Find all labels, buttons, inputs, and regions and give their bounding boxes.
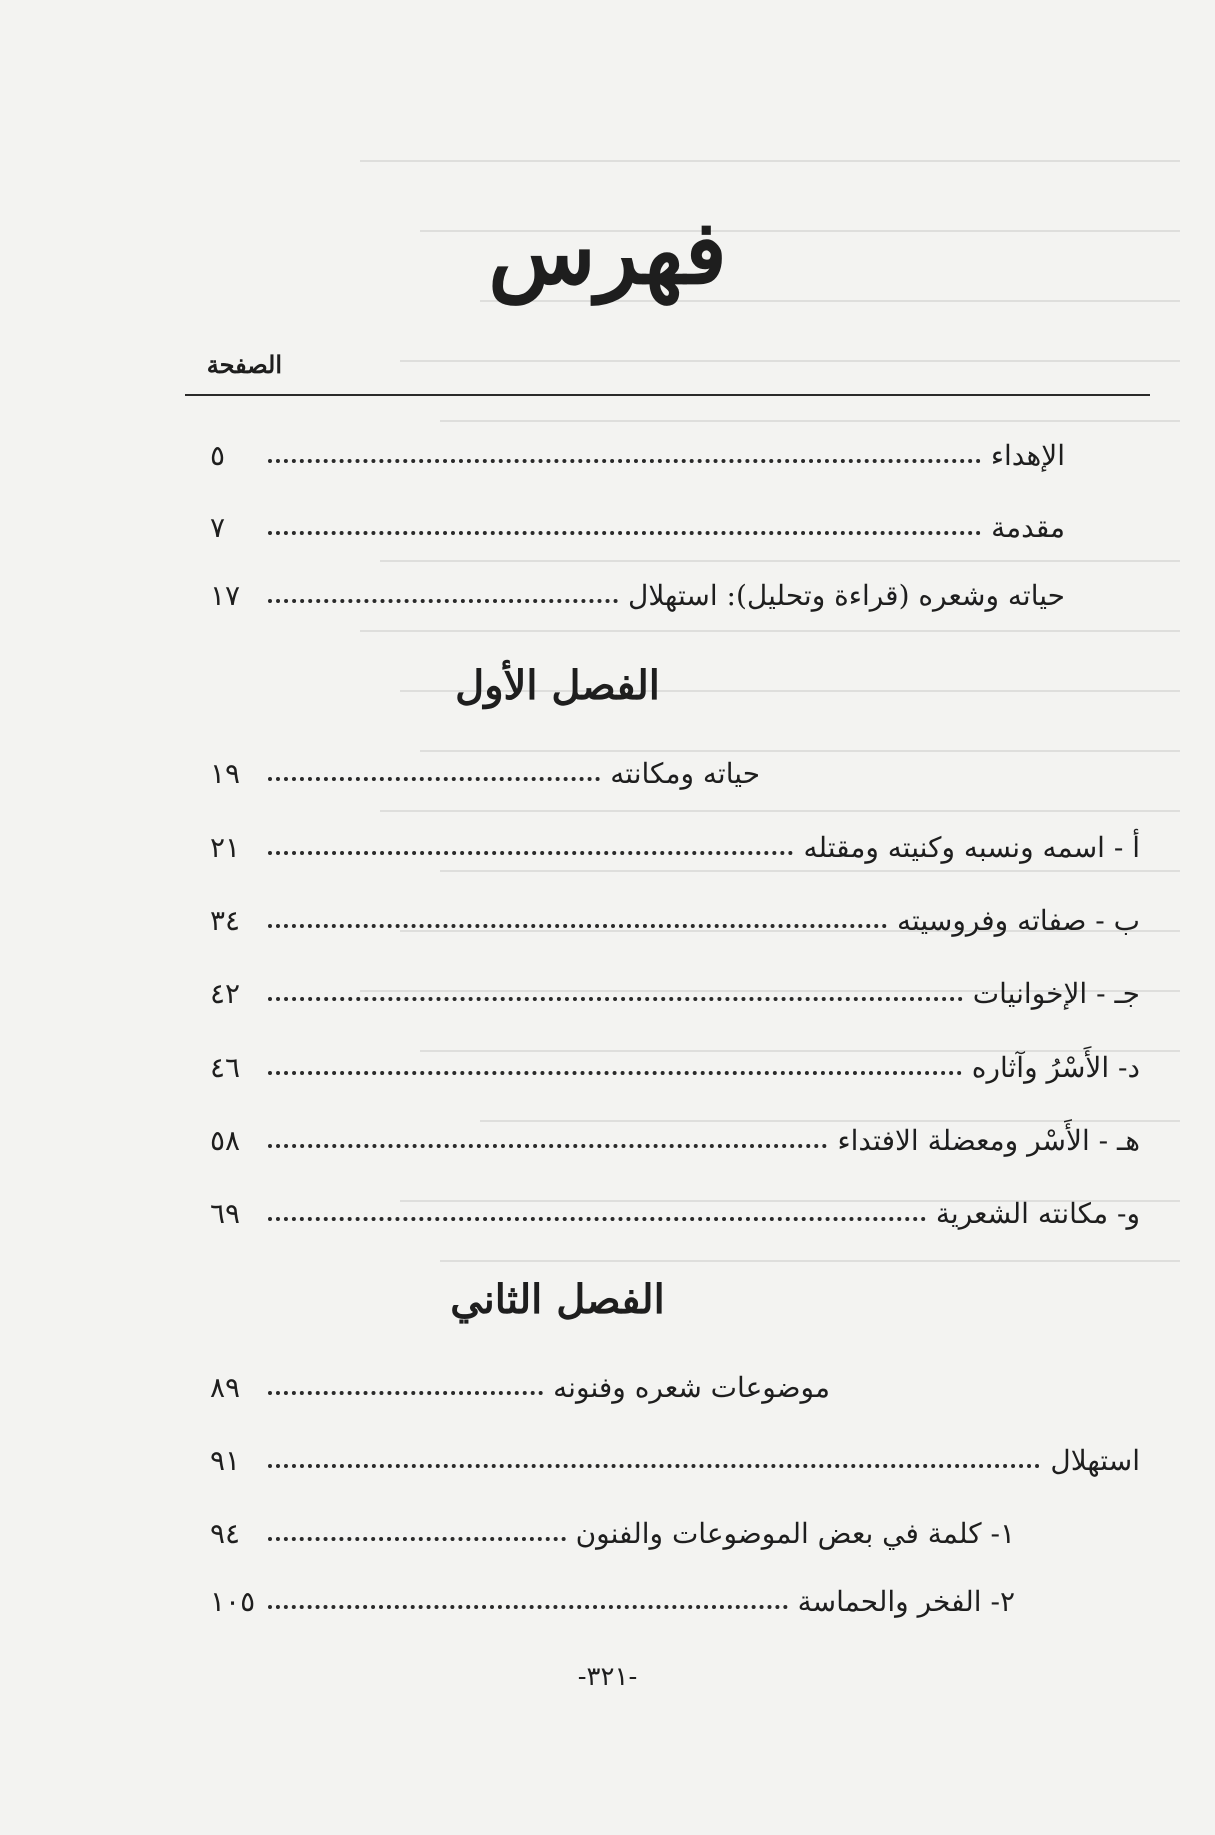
dot-leader [268,599,618,603]
dot-leader [268,997,963,1001]
page-number: -٣٢١- [577,1662,638,1692]
dot-leader [268,777,600,781]
entry-page: ٢١ [210,831,241,864]
entry-title: جـ - الإخوانيات [972,977,1140,1010]
toc-entry-1f[interactable] [210,1186,1140,1230]
entry-title: مقدمة [991,511,1065,544]
entry-page: ٥ [210,439,226,472]
entry-page: ٩٤ [210,1517,241,1550]
toc-entry-1b[interactable] [210,893,1140,937]
dot-leader [268,1605,788,1609]
toc-entry-life-and-poetry[interactable] [210,568,1065,612]
dot-leader [268,1537,566,1541]
entry-title: و- مكانته الشعرية [935,1197,1140,1230]
entry-page: ٨٩ [210,1371,241,1404]
dot-leader [268,459,981,463]
dot-leader [268,1071,962,1075]
dot-leader [268,1144,827,1148]
entry-page: ٧ [210,511,226,544]
entry-page: ١٠٥ [210,1585,256,1618]
entry-title: أ - اسمه ونسبه وكنيته ومقتله [803,831,1140,864]
entry-title: ب - صفاته وفروسيته [896,904,1140,937]
toc-entry-2-1[interactable] [210,1506,1015,1550]
entry-title: الإهداء [990,439,1065,472]
entry-title: ١- كلمة في بعض الموضوعات والفنون [575,1517,1015,1550]
entry-title: استهلال [1050,1444,1140,1477]
entry-page: ٩١ [210,1444,241,1477]
chapter-1-heading: الفصل الأول [455,662,660,709]
entry-page: ١٩ [210,757,241,790]
dot-leader [268,531,981,535]
entry-page: ٤٢ [210,977,241,1010]
toc-entry-1a[interactable] [210,820,1140,864]
entry-page: ١٧ [210,579,241,612]
toc-entry-chapter-1-main[interactable] [210,746,760,790]
page-column-label: الصفحة [206,350,282,379]
toc-entry-1c[interactable] [210,966,1140,1010]
dot-leader [268,924,887,928]
toc-entry-introduction[interactable] [210,500,1065,544]
toc-entry-1e[interactable] [210,1113,1140,1157]
toc-entry-1d[interactable] [210,1040,1140,1084]
entry-title: حياته ومكانته [610,757,760,790]
toc-entry-2-2[interactable] [210,1574,1015,1618]
header-rule [185,394,1150,396]
entry-title: موضوعات شعره وفنونه [553,1371,830,1404]
entry-title: د- الأَسْرُ وآثاره [971,1051,1140,1084]
entry-title: حياته وشعره (قراءة وتحليل): استهلال [628,579,1065,612]
index-title: فهرس [488,200,727,304]
entry-title: ٢- الفخر والحماسة [797,1585,1015,1618]
entry-page: ٣٤ [210,904,241,937]
entry-page: ٦٩ [210,1197,241,1230]
dot-leader [268,1391,543,1395]
entry-page: ٥٨ [210,1124,241,1157]
chapter-2-heading: الفصل الثاني [450,1276,665,1323]
dot-leader [268,1217,926,1221]
entry-title: هـ - الأَسْر ومعضلة الافتداء [837,1124,1140,1157]
toc-entry-2-intro[interactable] [210,1433,1140,1477]
dot-leader [268,1464,1040,1468]
entry-page: ٤٦ [210,1051,241,1084]
toc-entry-dedication[interactable] [210,428,1065,472]
toc-entry-chapter-2-main[interactable] [210,1360,830,1404]
dot-leader [268,851,793,855]
